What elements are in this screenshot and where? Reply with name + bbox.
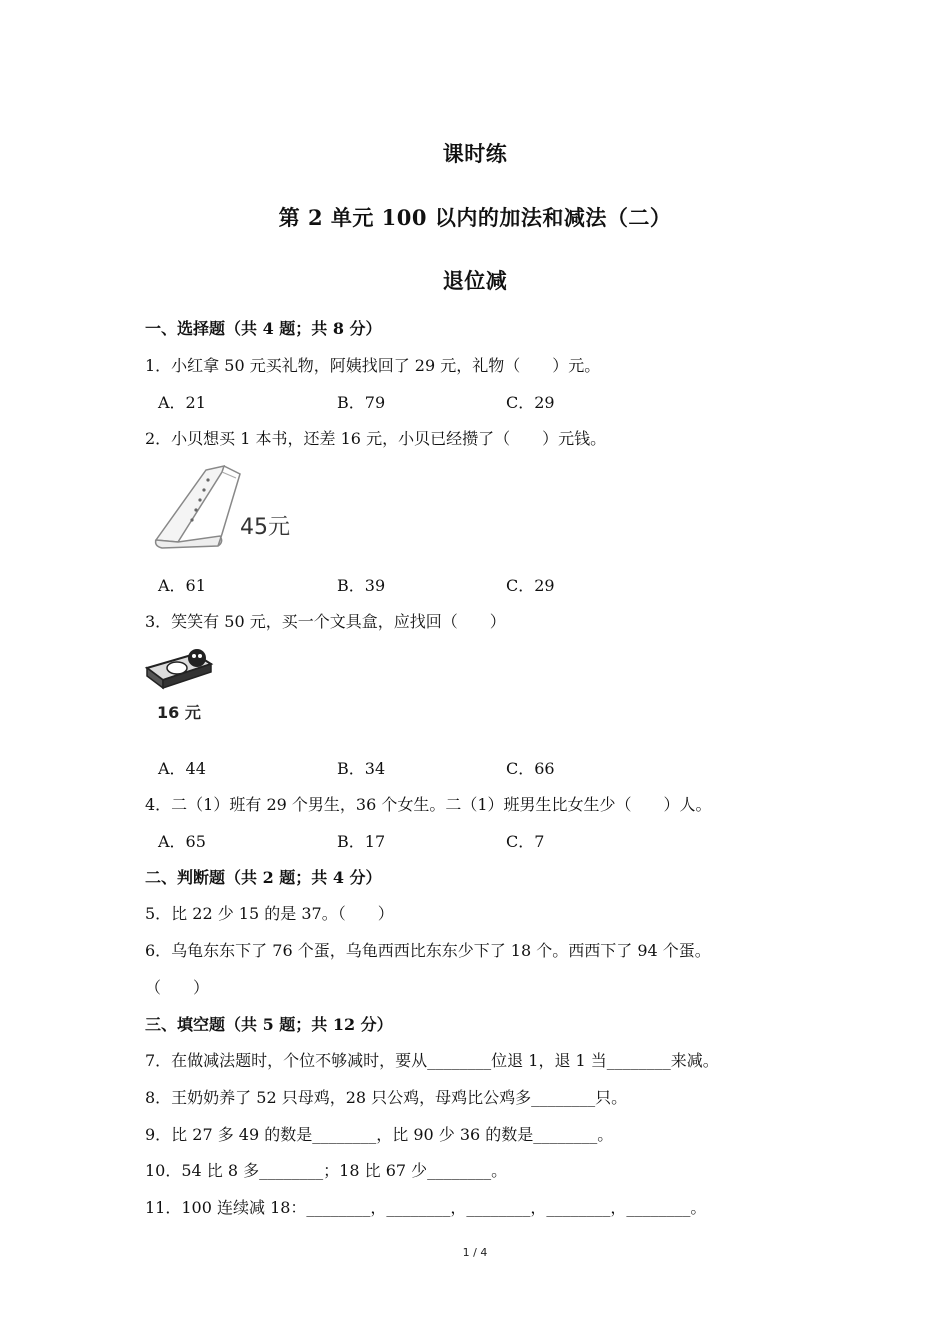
q4-option-c: C．7 [506, 832, 545, 851]
question-1: 1．小红拿 50 元买礼物，阿姨找回了 29 元，礼物（ ）元。 [145, 356, 601, 375]
q3-option-a: A．44 [158, 759, 206, 778]
question-4: 4．二（1）班有 29 个男生，36 个女生。二（1）班男生比女生少（ ）人。 [145, 795, 712, 814]
q4-option-a: A．65 [158, 832, 206, 851]
unit-title: 第 2 单元 100 以内的加法和减法（二） [278, 205, 672, 230]
q4-option-b: B．17 [337, 832, 386, 851]
question-11: 11．100 连续减 18：________，________，________，________，________。 [145, 1198, 707, 1217]
worksheet-title: 课时练 [442, 141, 508, 166]
question-8: 8．王奶奶养了 52 只母鸡，28 只公鸡，母鸡比公鸡多________只。 [145, 1088, 628, 1107]
question-10: 10．54 比 8 多________；18 比 67 少________。 [145, 1161, 508, 1180]
section-fill-heading: 三、填空题（共 5 题；共 12 分） [145, 1015, 393, 1034]
pencil-box-icon [143, 644, 215, 694]
question-7: 7．在做减法题时，个位不够减时，要从________位退 1，退 1 当________来减。 [145, 1051, 719, 1070]
section-choice-heading: 一、选择题（共 4 题；共 8 分） [145, 319, 382, 338]
pencil-box-figure [143, 644, 215, 698]
question-3: 3．笑笑有 50 元，买一个文具盒，应找回（ ） [145, 612, 506, 631]
question-5: 5．比 22 少 15 的是 37。（ ） [145, 904, 394, 923]
pencil-box-price-label: 16 元 [157, 703, 201, 722]
lesson-title: 退位减 [442, 268, 508, 293]
book-price-label: 45元 [240, 515, 290, 540]
page-number: 1 / 4 [462, 1246, 488, 1259]
q1-option-b: B．79 [337, 393, 386, 412]
q1-option-c: C．29 [506, 393, 555, 412]
question-2: 2．小贝想买 1 本书，还差 16 元，小贝已经攒了（ ）元钱。 [145, 429, 607, 448]
section-judge-heading: 二、判断题（共 2 题；共 4 分） [145, 868, 382, 887]
q2-option-a: A．61 [158, 576, 206, 595]
question-9: 9．比 27 多 49 的数是________，比 90 少 36 的数是________。 [145, 1125, 614, 1144]
q2-option-c: C．29 [506, 576, 555, 595]
question-6-answer-bracket: （ ） [145, 978, 210, 997]
question-6: 6．乌龟东东下了 76 个蛋，乌龟西西比东东少下了 18 个。西西下了 94 个蛋。 [145, 941, 711, 960]
q3-option-b: B．34 [337, 759, 386, 778]
book-figure [148, 462, 298, 556]
q2-option-b: B．39 [337, 576, 386, 595]
q1-option-a: A．21 [158, 393, 206, 412]
q3-option-c: C．66 [506, 759, 555, 778]
